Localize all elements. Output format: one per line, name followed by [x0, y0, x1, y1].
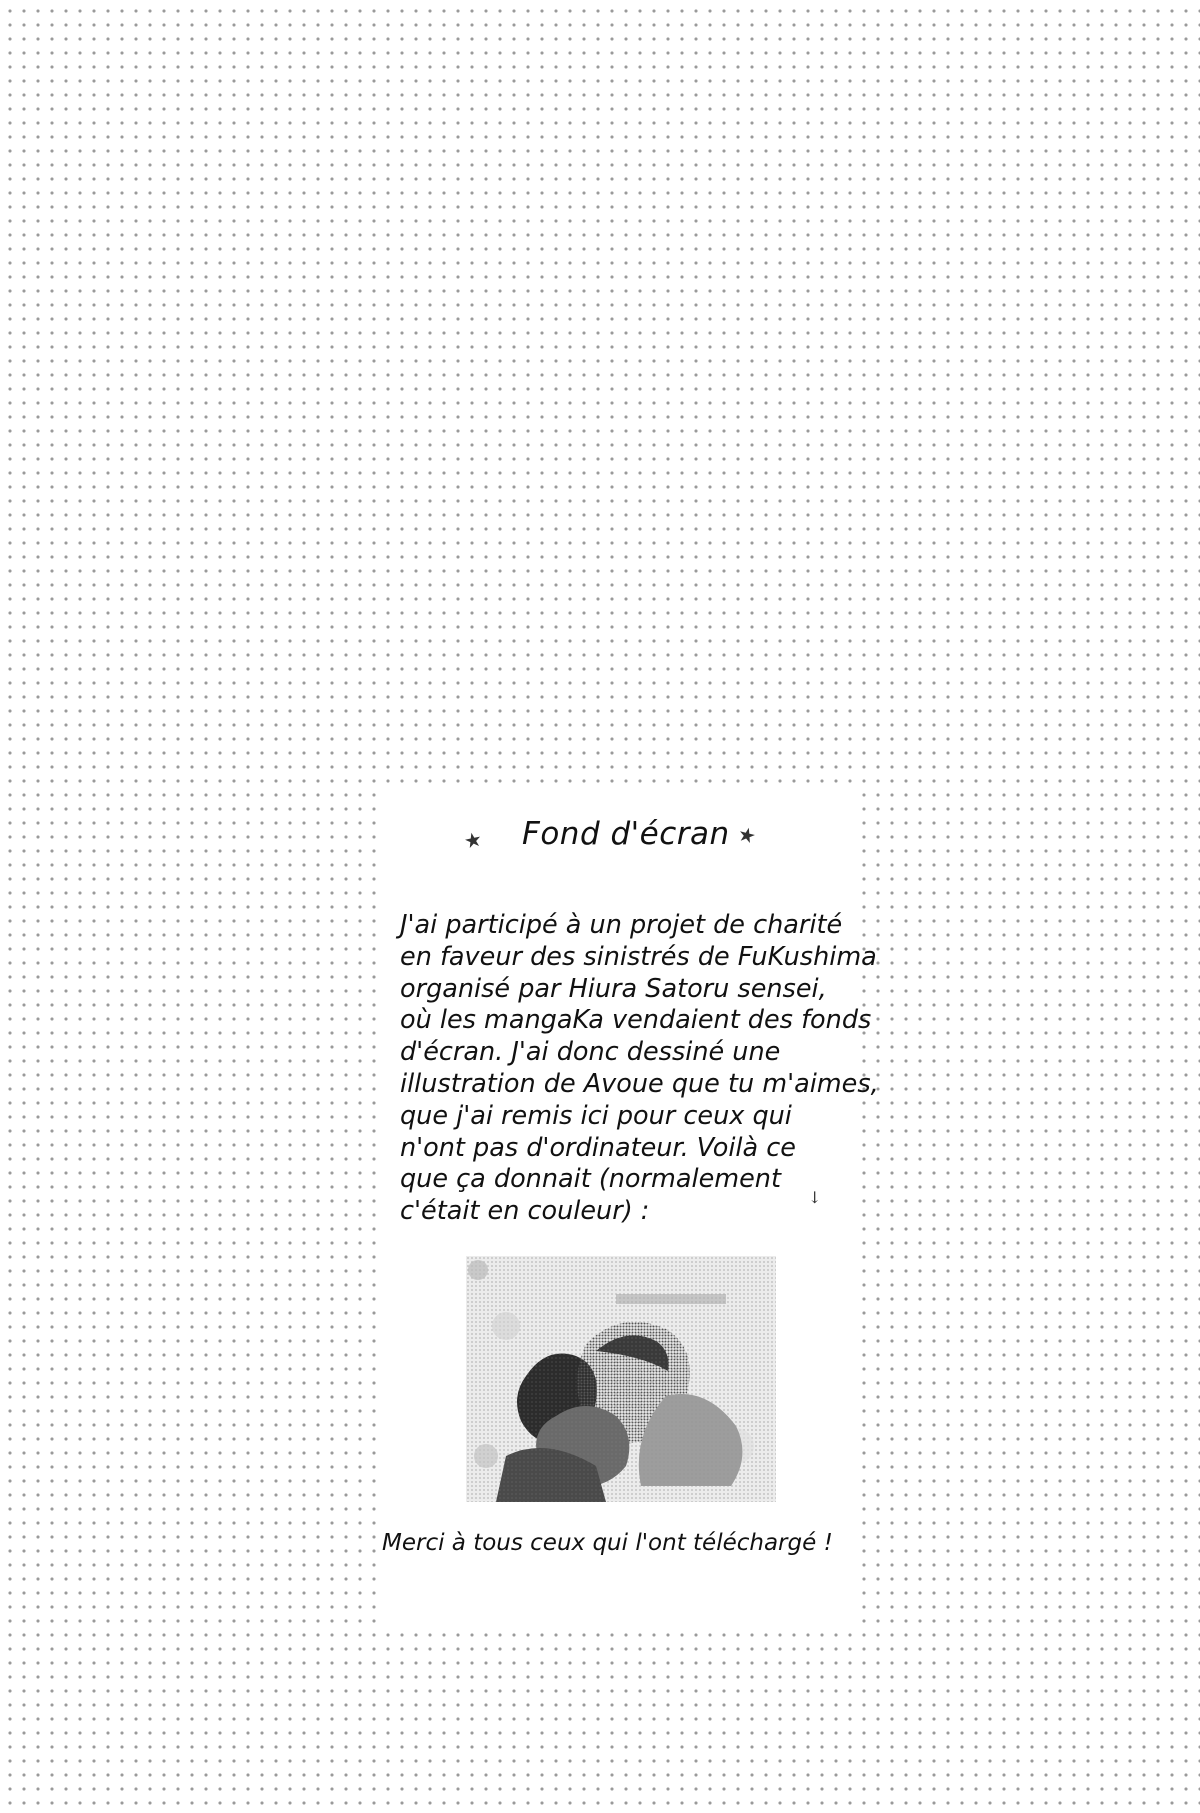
arrow-down-icon: ↓: [808, 1188, 822, 1207]
body-line: illustration de Avoue que tu m'aimes,: [400, 1068, 879, 1099]
body-line: où les mangaKa vendaient des fonds: [400, 1005, 872, 1036]
manga-wallpaper-illustration: [466, 1256, 776, 1502]
wallpaper-note-panel: [380, 788, 879, 1624]
star-icon: ★: [735, 821, 759, 849]
body-line: organisé par Hiura Satoru sensei,: [400, 973, 827, 1004]
body-line: J'ai participé à un projet de charité: [400, 910, 843, 940]
page-title: Fond d'écran: [522, 816, 730, 852]
body-line: que ça donnait (normalement: [400, 1164, 781, 1195]
star-icon: ★: [461, 826, 485, 854]
body-line: que j'ai remis ici pour ceux qui: [400, 1100, 792, 1131]
title-row: [380, 810, 858, 860]
body-paragraph: [400, 910, 879, 1228]
body-line: n'ont pas d'ordinateur. Voilà ce: [400, 1132, 796, 1163]
body-line: c'était en couleur) :: [400, 1196, 650, 1227]
body-line: d'écran. J'ai donc dessiné une: [400, 1037, 781, 1068]
thanks-message: Merci à tous ceux qui l'ont téléchargé !: [382, 1530, 833, 1556]
body-line: en faveur des sinistrés de FuKushima: [400, 941, 877, 972]
